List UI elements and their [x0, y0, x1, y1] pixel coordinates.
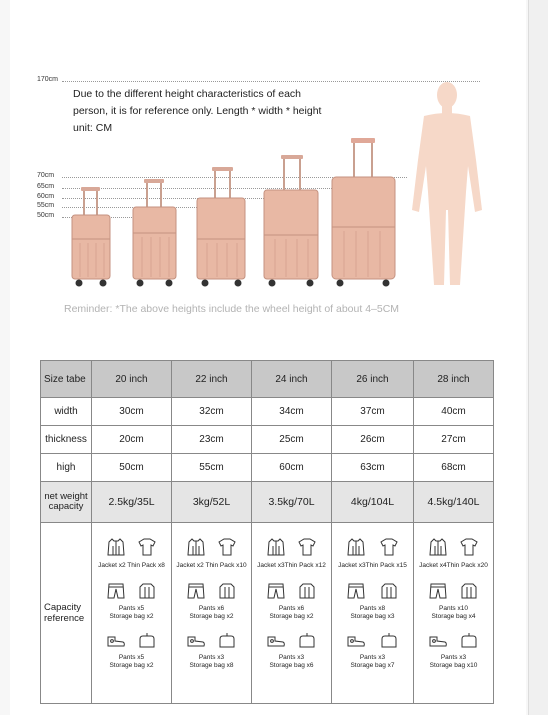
table-header-row — [41, 361, 494, 398]
pants-icon — [266, 582, 286, 600]
table-cell: 32cm — [172, 398, 252, 426]
suitcase-lineup — [66, 135, 426, 290]
level-label-50: 50cm — [37, 212, 55, 219]
table-cell: 3kg/52L — [172, 482, 252, 523]
wheel-height-reminder: Reminder: *The above heights include the wheel height of about 4–5CM — [64, 303, 400, 315]
jacket-pack-text: Jacket x2 Thin Pack x8 — [98, 562, 165, 569]
bag-icon — [137, 631, 157, 649]
capacity-cell — [252, 523, 332, 704]
jacket-pack-text: Jacket x3Thin Pack x12 — [257, 562, 326, 569]
header-24-inch: 24 inch — [252, 361, 332, 398]
table-cell: 26cm — [332, 426, 414, 454]
suitcase-20-inch — [72, 187, 110, 287]
level-label-60: 60cm — [37, 193, 55, 200]
jacket-pack-text: Jacket x3Thin Pack x15 — [338, 562, 407, 569]
table-cell: 55cm — [172, 454, 252, 482]
thin-pack-icon — [297, 537, 317, 557]
jacket-pack-text: Jacket x4Thin Pack x20 — [419, 562, 488, 569]
table-cell: 20cm — [92, 426, 172, 454]
jacket-pack-text: Jacket x2 Thin Pack x10 — [176, 562, 247, 569]
level-label-70: 70cm — [37, 172, 55, 179]
storage-bag-text: Storage bag x3 — [350, 613, 395, 620]
row-label: width — [41, 398, 92, 426]
capacity-cell — [92, 523, 172, 704]
jacket-icon — [106, 537, 126, 557]
header-size-label: Size tabe — [41, 361, 92, 398]
table-row-capacity — [41, 523, 494, 704]
shoe-icon — [106, 631, 126, 649]
bag-icon — [217, 631, 237, 649]
shoe-icon — [186, 631, 206, 649]
table-cell: 68cm — [414, 454, 494, 482]
level-label-170: 170cm — [37, 76, 59, 83]
table-row-thickness — [41, 426, 494, 454]
storage-bag-text: Storage bag x2 — [109, 613, 154, 620]
bag-icon — [379, 631, 399, 649]
pants-text-2: Pants x3 — [198, 654, 225, 661]
header-26-inch: 26 inch — [332, 361, 414, 398]
net-weight-label: net weight — [44, 491, 88, 502]
storage-bag-icon — [217, 582, 237, 600]
table-cell: 63cm — [332, 454, 414, 482]
pants-text: Pants x8 — [359, 605, 386, 612]
level-label-65: 65cm — [37, 183, 55, 190]
storage-bag-icon — [137, 582, 157, 600]
pants-text: Pants x5 — [118, 605, 145, 612]
table-cell: 50cm — [92, 454, 172, 482]
capacity-cell — [414, 523, 494, 704]
storage-bag-text-2: Storage bag x7 — [350, 662, 395, 669]
table-cell: 34cm — [252, 398, 332, 426]
level-label-55: 55cm — [37, 202, 55, 209]
table-cell: 27cm — [414, 426, 494, 454]
table-cell: 40cm — [414, 398, 494, 426]
storage-bag-text-2: Storage bag x10 — [429, 662, 478, 669]
storage-bag-text: Storage bag x2 — [269, 613, 314, 620]
storage-bag-text-2: Storage bag x6 — [269, 662, 314, 669]
jacket-icon — [186, 537, 206, 557]
shoe-icon — [428, 631, 448, 649]
table-cell: 23cm — [172, 426, 252, 454]
capacity-label: capacity — [48, 501, 84, 512]
pants-text: Pants x6 — [198, 605, 225, 612]
pants-text-2: Pants x3 — [359, 654, 386, 661]
pants-text: Pants x6 — [278, 605, 305, 612]
row-label-weight — [41, 482, 92, 523]
storage-bag-icon — [379, 582, 399, 600]
capacity-cell — [172, 523, 252, 704]
pants-icon — [106, 582, 126, 600]
table-cell: 37cm — [332, 398, 414, 426]
suitcase-24-inch — [197, 167, 245, 287]
table-row-high — [41, 454, 494, 482]
pants-text: Pants x10 — [439, 605, 468, 612]
table-row-weight — [41, 482, 494, 523]
storage-bag-text-2: Storage bag x8 — [189, 662, 234, 669]
bag-icon — [459, 631, 479, 649]
thin-pack-icon — [217, 537, 237, 557]
shoe-icon — [266, 631, 286, 649]
suitcase-22-inch — [133, 179, 176, 287]
capacity-reference-label-1: Capacity — [44, 602, 81, 613]
table-cell: 2.5kg/35L — [92, 482, 172, 523]
capacity-cell — [332, 523, 414, 704]
thin-pack-icon — [379, 537, 399, 557]
pants-icon — [186, 582, 206, 600]
storage-bag-text-2: Storage bag x2 — [109, 662, 154, 669]
jacket-icon — [428, 537, 448, 557]
storage-bag-text: Storage bag x4 — [431, 613, 476, 620]
size-spec-table — [40, 360, 494, 704]
shoe-icon — [346, 631, 366, 649]
row-label-capacity — [41, 523, 92, 704]
table-cell: 4kg/104L — [332, 482, 414, 523]
pants-text-2: Pants x3 — [278, 654, 305, 661]
right-scroll-gutter[interactable] — [528, 0, 548, 715]
header-22-inch: 22 inch — [172, 361, 252, 398]
thin-pack-icon — [137, 537, 157, 557]
table-row-width — [41, 398, 494, 426]
storage-bag-icon — [459, 582, 479, 600]
row-label: thickness — [41, 426, 92, 454]
table-cell: 60cm — [252, 454, 332, 482]
reference-note: Due to the different height characteristics of each person, it is for reference only. Length * width * height unit: CM — [73, 88, 322, 134]
table-cell: 30cm — [92, 398, 172, 426]
human-silhouette — [402, 80, 492, 295]
suitcase-28-inch — [332, 138, 395, 287]
pants-icon — [346, 582, 366, 600]
header-28-inch: 28 inch — [414, 361, 494, 398]
row-label: high — [41, 454, 92, 482]
suitcase-26-inch — [264, 155, 318, 287]
table-cell: 4.5kg/140L — [414, 482, 494, 523]
pants-text-2: Pants x5 — [118, 654, 145, 661]
table-cell: 25cm — [252, 426, 332, 454]
table-cell: 3.5kg/70L — [252, 482, 332, 523]
pants-icon — [428, 582, 448, 600]
jacket-icon — [266, 537, 286, 557]
thin-pack-icon — [459, 537, 479, 557]
jacket-icon — [346, 537, 366, 557]
storage-bag-text: Storage bag x2 — [189, 613, 234, 620]
bag-icon — [297, 631, 317, 649]
storage-bag-icon — [297, 582, 317, 600]
capacity-reference-label-2: reference — [44, 613, 85, 624]
pants-text-2: Pants x3 — [440, 654, 467, 661]
header-20-inch: 20 inch — [92, 361, 172, 398]
